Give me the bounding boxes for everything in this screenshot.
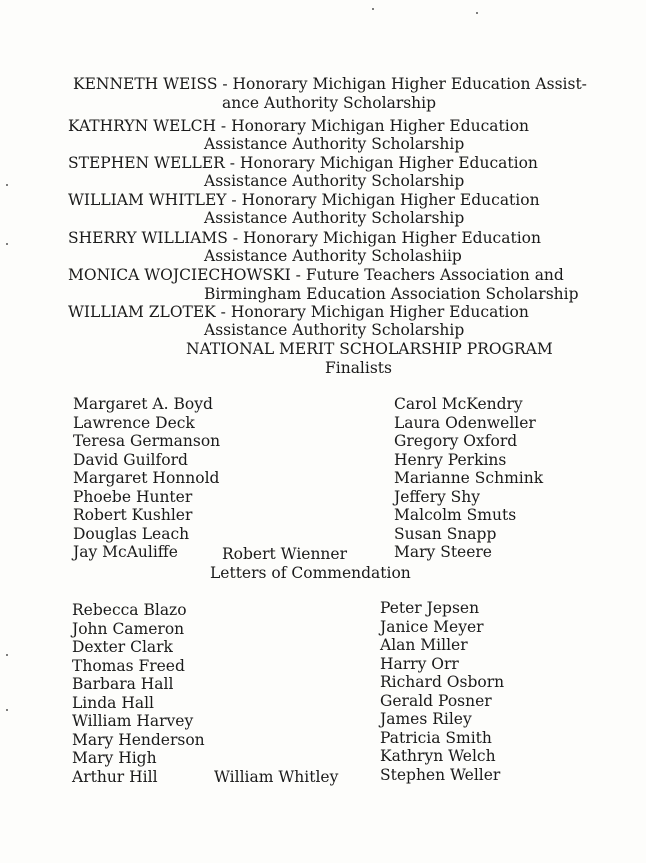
finalists-right-column (394, 395, 543, 562)
finalists-heading: Finalists (325, 359, 392, 377)
finalist-name: Margaret A. Boyd (73, 395, 213, 413)
scholarship-entry-continuation: Birmingham Education Association Scholarship (204, 285, 579, 303)
finalist-name: Phoebe Hunter (73, 487, 193, 506)
finalist-name: Susan Snapp (394, 524, 497, 543)
commendation-name-middle: William Whitley (214, 768, 339, 786)
scholarship-entry-line: MONICA WOJCIECHOWSKI - Future Teachers Association and (68, 266, 564, 284)
commendation-name: Linda Hall (72, 693, 154, 712)
scan-speck (6, 709, 8, 711)
scan-speck (476, 12, 478, 14)
finalist-name-middle: Robert Wienner (222, 545, 347, 563)
commendation-right-column (380, 599, 504, 784)
commendation-name: James Riley (380, 710, 472, 728)
commendation-left-column (72, 601, 205, 786)
finalist-name: Malcolm Smuts (394, 506, 517, 524)
finalist-name: Henry Perkins (394, 450, 507, 469)
finalists-left-column (73, 395, 220, 562)
commendation-name: Mary Henderson (72, 730, 205, 749)
scan-speck (6, 184, 8, 186)
finalist-name: Douglas Leach (73, 524, 190, 543)
finalist-name: Lawrence Deck (73, 413, 195, 432)
commendation-name: Mary High (72, 749, 157, 767)
commendation-name: Dexter Clark (72, 638, 173, 656)
scan-speck (6, 243, 8, 245)
finalist-name: Laura Odenweller (394, 413, 536, 432)
scan-speck (372, 8, 374, 10)
scholarship-entry-continuation: ance Authority Scholarship (222, 94, 437, 112)
scholarship-entry-continuation: Assistance Authority Scholarship (204, 135, 465, 153)
commendation-name: Harry Orr (380, 654, 459, 673)
scholarship-entry-continuation: Assistance Authority Scholashiip (204, 247, 462, 265)
finalist-name: Marianne Schmink (394, 469, 544, 487)
scholarship-entry-continuation: Assistance Authority Scholarship (204, 209, 465, 227)
finalist-name: Jay McAuliffe (73, 543, 178, 561)
scholarship-entry-line: WILLIAM WHITLEY - Honorary Michigan Higher Education (68, 191, 540, 209)
finalist-name: David Guilford (73, 450, 188, 469)
commendation-name: Peter Jepsen (380, 599, 480, 617)
commendation-name: Barbara Hall (72, 675, 174, 693)
commendation-name: Arthur Hill (72, 767, 158, 786)
commendation-name: Stephen Weller (380, 765, 501, 784)
commendation-name: Patricia Smith (380, 728, 492, 747)
finalist-name: Carol McKendry (394, 395, 523, 413)
scholarship-entry-line: SHERRY WILLIAMS - Honorary Michigan Higher Education (68, 229, 541, 247)
scholarship-entry-line: STEPHEN WELLER - Honorary Michigan Higher Education (68, 154, 538, 172)
finalist-name: Margaret Honnold (73, 469, 220, 487)
finalist-name: Robert Kushler (73, 506, 193, 524)
commendation-name: Thomas Freed (72, 656, 185, 675)
finalist-name: Teresa Germanson (73, 432, 221, 450)
commendation-name: Janice Meyer (380, 617, 484, 636)
finalist-name: Mary Steere (394, 543, 492, 561)
finalist-name: Jeffery Shy (394, 487, 481, 506)
scholarship-entry-line: WILLIAM ZLOTEK - Honorary Michigan Higher Education (68, 303, 529, 321)
commendation-name: Kathryn Welch (380, 747, 496, 765)
commendation-name: Alan Miller (380, 636, 468, 654)
commendation-name: Gerald Posner (380, 691, 492, 710)
scholarship-entry-line: KENNETH WEISS - Honorary Michigan Higher Education Assist- (73, 75, 587, 93)
merit-program-title: NATIONAL MERIT SCHOLARSHIP PROGRAM (186, 340, 553, 358)
scholarship-entry-continuation: Assistance Authority Scholarship (204, 321, 465, 339)
commendation-name: William Harvey (72, 712, 194, 730)
scholarship-entry-line: KATHRYN WELCH - Honorary Michigan Higher Education (68, 117, 530, 135)
scholarship-entry-continuation: Assistance Authority Scholarship (204, 172, 465, 190)
commendation-name: John Cameron (72, 619, 185, 638)
commendation-name: Rebecca Blazo (72, 601, 187, 619)
commendation-name: Richard Osborn (380, 673, 505, 691)
commendation-heading: Letters of Commendation (210, 564, 411, 582)
finalist-name: Gregory Oxford (394, 432, 518, 450)
scan-speck (6, 654, 8, 656)
